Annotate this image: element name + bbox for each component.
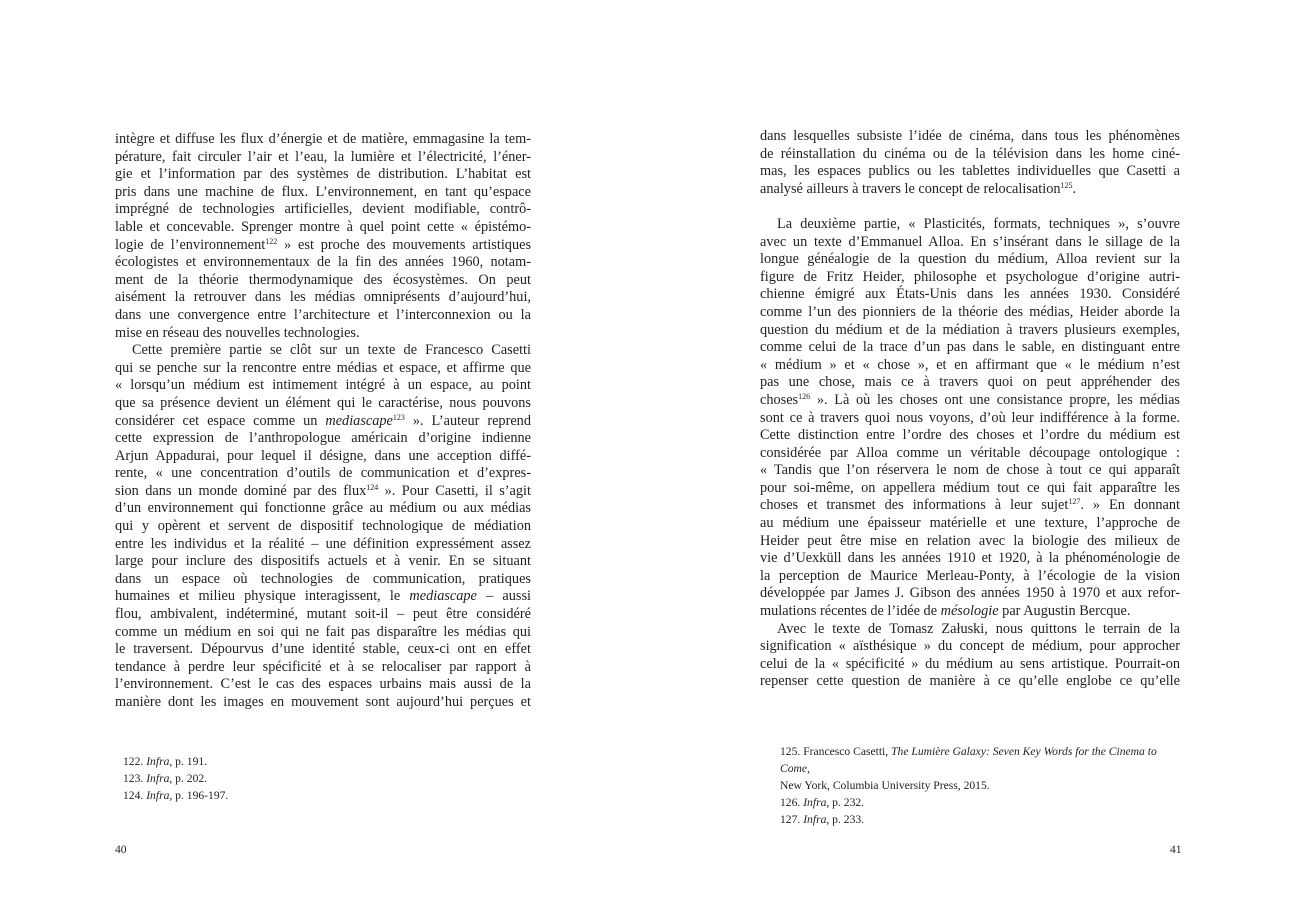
text-line — [115, 360, 531, 378]
text-line — [760, 216, 1180, 234]
text-segment: mulations récentes de l’idée de — [760, 603, 941, 620]
text-segment: « médium » et « chose », et en affirmant que « le médium n’est — [760, 356, 1180, 373]
text-line — [115, 448, 531, 466]
text-segment: dans un espace où technologies de communication, pratiques — [115, 570, 531, 587]
italic-term: The Lumière Galaxy: Seven Key Words for the Cinema to Come — [780, 745, 1157, 775]
text-segment: tendance à perdre leur spécificité et à se relocaliser par rapport à — [115, 658, 531, 675]
text-segment: pas une chose, mais ce à travers quoi on peut appréhender des — [760, 374, 1180, 391]
text-line — [760, 656, 1180, 674]
text-segment: Cette distinction entre l’ordre des choses et l’ordre du médium est — [760, 427, 1180, 444]
text-line — [115, 500, 531, 518]
text-line — [760, 621, 1180, 639]
text-segment: qui se penche sur la rencontre entre médias et espace, et affirme que — [115, 359, 531, 376]
text-segment: entre les individus et la réalité – une définition expressément assez — [115, 535, 531, 552]
text-line — [760, 128, 1180, 146]
text-segment: . — [1072, 180, 1077, 197]
text-line — [760, 603, 1180, 621]
text-segment: lable et concevable. Sprenger montre à quel point cette « épistémo- — [115, 218, 531, 235]
text-segment: comme l’un des pionniers de la théorie des médias, Heider aborde la — [760, 303, 1180, 320]
text-segment: . » En donnant — [1080, 497, 1180, 514]
text-segment: 123. — [123, 772, 147, 785]
text-segment: gie et l’information par des systèmes de distribution. L’habitat est — [115, 166, 531, 183]
text-line — [115, 325, 531, 343]
text-segment: figure de Fritz Heider, philosophe et psychologue d’origine autri- — [760, 268, 1180, 285]
text-line — [760, 673, 1180, 691]
text-segment: 124. — [123, 789, 147, 802]
text-line — [115, 377, 531, 395]
text-line — [760, 515, 1180, 533]
text-segment: humaines et milieu physique interagissent, le — [115, 588, 410, 605]
text-segment: sion dans un monde dominé par des flux — [115, 482, 367, 499]
footnote-line — [123, 753, 228, 770]
text-line — [115, 184, 531, 202]
footnote-line — [780, 811, 1182, 828]
text-segment: – aussi — [476, 588, 531, 605]
text-line — [115, 465, 531, 483]
text-segment: au médium une épaisseur matérielle et une texture, l’approche de — [760, 515, 1180, 532]
text-segment: imprégné de technologies artificielles, devient modifiable, contrô- — [115, 201, 531, 218]
text-line — [115, 553, 531, 571]
text-segment: pris dans une machine de flux. L’environnement, en tant qu’espace — [115, 183, 531, 200]
text-line — [115, 483, 531, 501]
text-segment: La deuxième partie, « Plasticités, formats, techniques », s’ouvre — [777, 215, 1180, 232]
text-line — [115, 694, 531, 712]
text-line — [115, 307, 531, 325]
text-segment: que sa présence devient un élément qui le caractérise, nous pouvons — [115, 394, 531, 411]
italic-term: Infra — [146, 789, 170, 802]
text-segment: ». Là où les choses ont une consistance propre, les médias — [810, 391, 1180, 408]
text-line — [115, 201, 531, 219]
text-segment: mise en réseau des nouvelles technologies. — [115, 324, 360, 341]
text-line — [760, 181, 1180, 199]
text-line — [115, 641, 531, 659]
text-segment: Cette première partie se clôt sur un texte de Francesco Casetti — [132, 342, 531, 359]
text-line — [760, 550, 1180, 568]
text-line — [115, 149, 531, 167]
text-segment: ». Pour Casetti, il s’agit — [378, 482, 532, 499]
italic-term: Infra — [146, 755, 170, 768]
left-page-footnotes — [123, 753, 228, 804]
footnote-line — [780, 777, 1182, 794]
right-page-body-text — [760, 128, 1180, 691]
text-line — [760, 480, 1180, 498]
text-segment: d’un environnement qui fonctionne grâce au médium ou aux médias — [115, 500, 531, 517]
text-segment: analysé ailleurs à travers le concept de relocalisation — [760, 180, 1061, 197]
text-segment: 125. Francesco Casetti, — [780, 745, 892, 758]
right-page-footnotes — [780, 743, 1182, 828]
text-line — [760, 533, 1180, 551]
text-segment: » est proche des mouvements artistiques — [277, 236, 532, 253]
text-line — [760, 234, 1180, 252]
text-line — [760, 339, 1180, 357]
text-segment: développée par James J. Gibson des années 1950 à 1970 et aux refor- — [760, 585, 1180, 602]
footnote-line — [123, 787, 228, 804]
text-segment: , p. 196-197. — [169, 789, 229, 802]
text-segment: le traversent. Dépourvus d’une identité stable, ceux-ci ont en effet — [115, 641, 531, 658]
text-line — [115, 676, 531, 694]
italic-term: Infra — [803, 796, 827, 809]
text-segment: question du médium et de la médiation à travers plusieurs exemples, — [760, 321, 1180, 338]
text-segment: l’environnement. C’est le cas des espaces urbains mais aussi de la — [115, 676, 531, 693]
text-line — [760, 251, 1180, 269]
text-line — [115, 588, 531, 606]
text-segment: pour soi-même, on appellera médium tout ce qui fait apparaître les — [760, 479, 1180, 496]
text-segment: choses et transmet des informations à leur sujet — [760, 497, 1069, 514]
text-segment: 126. — [780, 796, 804, 809]
text-line — [115, 624, 531, 642]
text-line — [115, 166, 531, 184]
text-line — [760, 198, 1180, 216]
footnote-reference: 123 — [392, 412, 405, 422]
text-line — [115, 571, 531, 589]
text-segment: par Augustin Bercque. — [998, 603, 1131, 620]
text-segment: la perception de Maurice Merleau-Ponty, à l’écologie de la vision — [760, 567, 1180, 584]
text-line — [115, 237, 531, 255]
italic-term: mediascape — [409, 588, 477, 605]
text-segment: rente, « une concentration d’outils de communication et d’expres- — [115, 465, 531, 482]
text-line — [760, 357, 1180, 375]
text-line — [760, 462, 1180, 480]
text-line — [115, 606, 531, 624]
text-segment: ment de la théorie thermodynamique des écosystèmes. On peut — [115, 271, 531, 288]
text-segment: qui y opèrent et servent de dispositif technologique de médiation — [115, 518, 531, 535]
italic-term: mediascape — [325, 412, 393, 429]
text-segment: aisément la retrouver dans les médias omniprésents d’aujourd’hui, — [115, 289, 531, 306]
footnote-reference: 124 — [366, 482, 379, 492]
text-line — [115, 430, 531, 448]
page-number-left: 40 — [115, 843, 127, 856]
text-line — [760, 392, 1180, 410]
text-segment: vie d’Uexküll dans les années 1910 et 1920, à la phénoménologie de — [760, 550, 1180, 567]
text-segment: Arjun Appadurai, pour lequel il désigne, dans une acception diffé- — [115, 447, 531, 464]
italic-term: mésologie — [940, 603, 999, 620]
text-segment: , p. 202. — [169, 772, 208, 785]
footnote-reference: 125 — [1060, 180, 1073, 190]
text-segment: dans lesquelles subsiste l’idée de cinéma, dans tous les phénomènes — [760, 128, 1180, 144]
footnote-reference: 127 — [1068, 497, 1081, 507]
italic-term: Infra — [146, 772, 170, 785]
text-segment: écologistes et environnementaux de la fin des années 1960, notam- — [115, 254, 531, 271]
text-line — [115, 131, 531, 149]
footnote-line — [123, 770, 228, 787]
text-segment: , p. 233. — [826, 813, 865, 826]
text-segment: large pour inclure des dispositifs actuels et à venir. En se situant — [115, 553, 531, 570]
text-segment: de réinstallation du cinéma ou de la télévision dans les home ciné- — [760, 145, 1180, 162]
text-segment: sont ce à travers quoi nous voyons, d’où leur indifférence à la forme. — [760, 409, 1180, 426]
text-line — [760, 410, 1180, 428]
text-line — [115, 536, 531, 554]
left-page-body-text — [115, 131, 531, 712]
italic-term: Infra — [803, 813, 827, 826]
text-segment: logie de l’environnement — [115, 236, 266, 253]
text-line — [760, 322, 1180, 340]
text-segment: considérée par Alloa comme un véritable découpage ontologique : — [760, 444, 1180, 461]
text-segment: pérature, fait circuler l’air et l’eau, la lumière et l’électricité, l’éner- — [115, 148, 531, 165]
text-segment: 127. — [780, 813, 804, 826]
text-segment: New York, Columbia University Press, 2015. — [780, 779, 990, 792]
text-segment: celui de la « spécificité » du médium au sens artistique. Pourrait-on — [760, 655, 1180, 672]
text-line — [115, 289, 531, 307]
page-number-right: 41 — [1170, 843, 1182, 856]
text-line — [760, 427, 1180, 445]
text-segment: considérer cet espace comme un — [115, 412, 326, 429]
text-line — [760, 638, 1180, 656]
text-line — [760, 163, 1180, 181]
text-segment: mas, les espaces publics ou les tablettes individuelles que Casetti a — [760, 163, 1180, 180]
text-segment: repenser cette question de manière à ce qu’elle englobe ce qu’elle — [760, 673, 1180, 690]
text-segment: longue généalogie de la question du médium, Alloa revient sur la — [760, 251, 1180, 268]
footnote-line — [780, 743, 1182, 777]
text-line — [115, 272, 531, 290]
text-segment: 122. — [123, 755, 147, 768]
text-line — [115, 395, 531, 413]
text-line — [760, 568, 1180, 586]
text-line — [760, 304, 1180, 322]
text-segment: dans une convergence entre l’architecture et l’interconnexion ou la — [115, 306, 531, 323]
text-line — [760, 374, 1180, 392]
text-segment: , p. 191. — [169, 755, 208, 768]
text-segment: « lorsqu’un médium est intimement intégré à un espace, au point — [115, 377, 531, 394]
text-line — [115, 518, 531, 536]
text-segment: chienne émigré aux États-Unis dans les années 1930. Considéré — [760, 286, 1180, 303]
text-segment: choses — [760, 391, 799, 408]
text-line — [760, 269, 1180, 287]
text-segment: manière dont les images en mouvement sont aujourd’hui perçues et — [115, 694, 531, 710]
text-segment: Avec le texte de Tomasz Załuski, nous quittons le terrain de la — [777, 620, 1180, 637]
text-segment: « Tandis que l’on réservera le nom de chose à tout ce qui apparaît — [760, 462, 1180, 479]
text-line — [760, 286, 1180, 304]
text-line — [760, 585, 1180, 603]
text-line — [115, 659, 531, 677]
text-segment: , p. 232. — [826, 796, 865, 809]
text-segment: Heider peut être mise en relation avec la biologie des milieux de — [760, 532, 1180, 549]
text-segment: comme un médium en soi qui ne fait pas disparaître les médias qui — [115, 623, 531, 640]
footnote-line — [780, 794, 1182, 811]
text-segment: ». L’auteur reprend — [404, 412, 531, 429]
text-line — [115, 342, 531, 360]
text-segment: comme celui de la trace d’un pas dans le sable, en distinguant entre — [760, 339, 1180, 356]
footnote-reference: 122 — [265, 236, 278, 246]
text-segment: avec un texte d’Emmanuel Alloa. En s’insérant dans le sillage de la — [760, 233, 1180, 250]
footnote-reference: 126 — [798, 391, 811, 401]
text-segment: flou, ambivalent, indéterminé, mutant soit-il – peut être considéré — [115, 606, 531, 623]
text-line — [760, 146, 1180, 164]
text-segment: cette expression de l’anthropologue américain d’origine indienne — [115, 430, 531, 447]
text-segment: , — [807, 762, 810, 775]
text-line — [760, 445, 1180, 463]
text-line — [115, 219, 531, 237]
text-segment: signification « aïsthésique » du concept de médium, pour approcher — [760, 638, 1180, 655]
text-line — [115, 254, 531, 272]
text-segment: intègre et diffuse les flux d’énergie et de matière, emmagasine la tem- — [115, 131, 531, 147]
text-line — [115, 413, 531, 431]
text-line — [760, 497, 1180, 515]
